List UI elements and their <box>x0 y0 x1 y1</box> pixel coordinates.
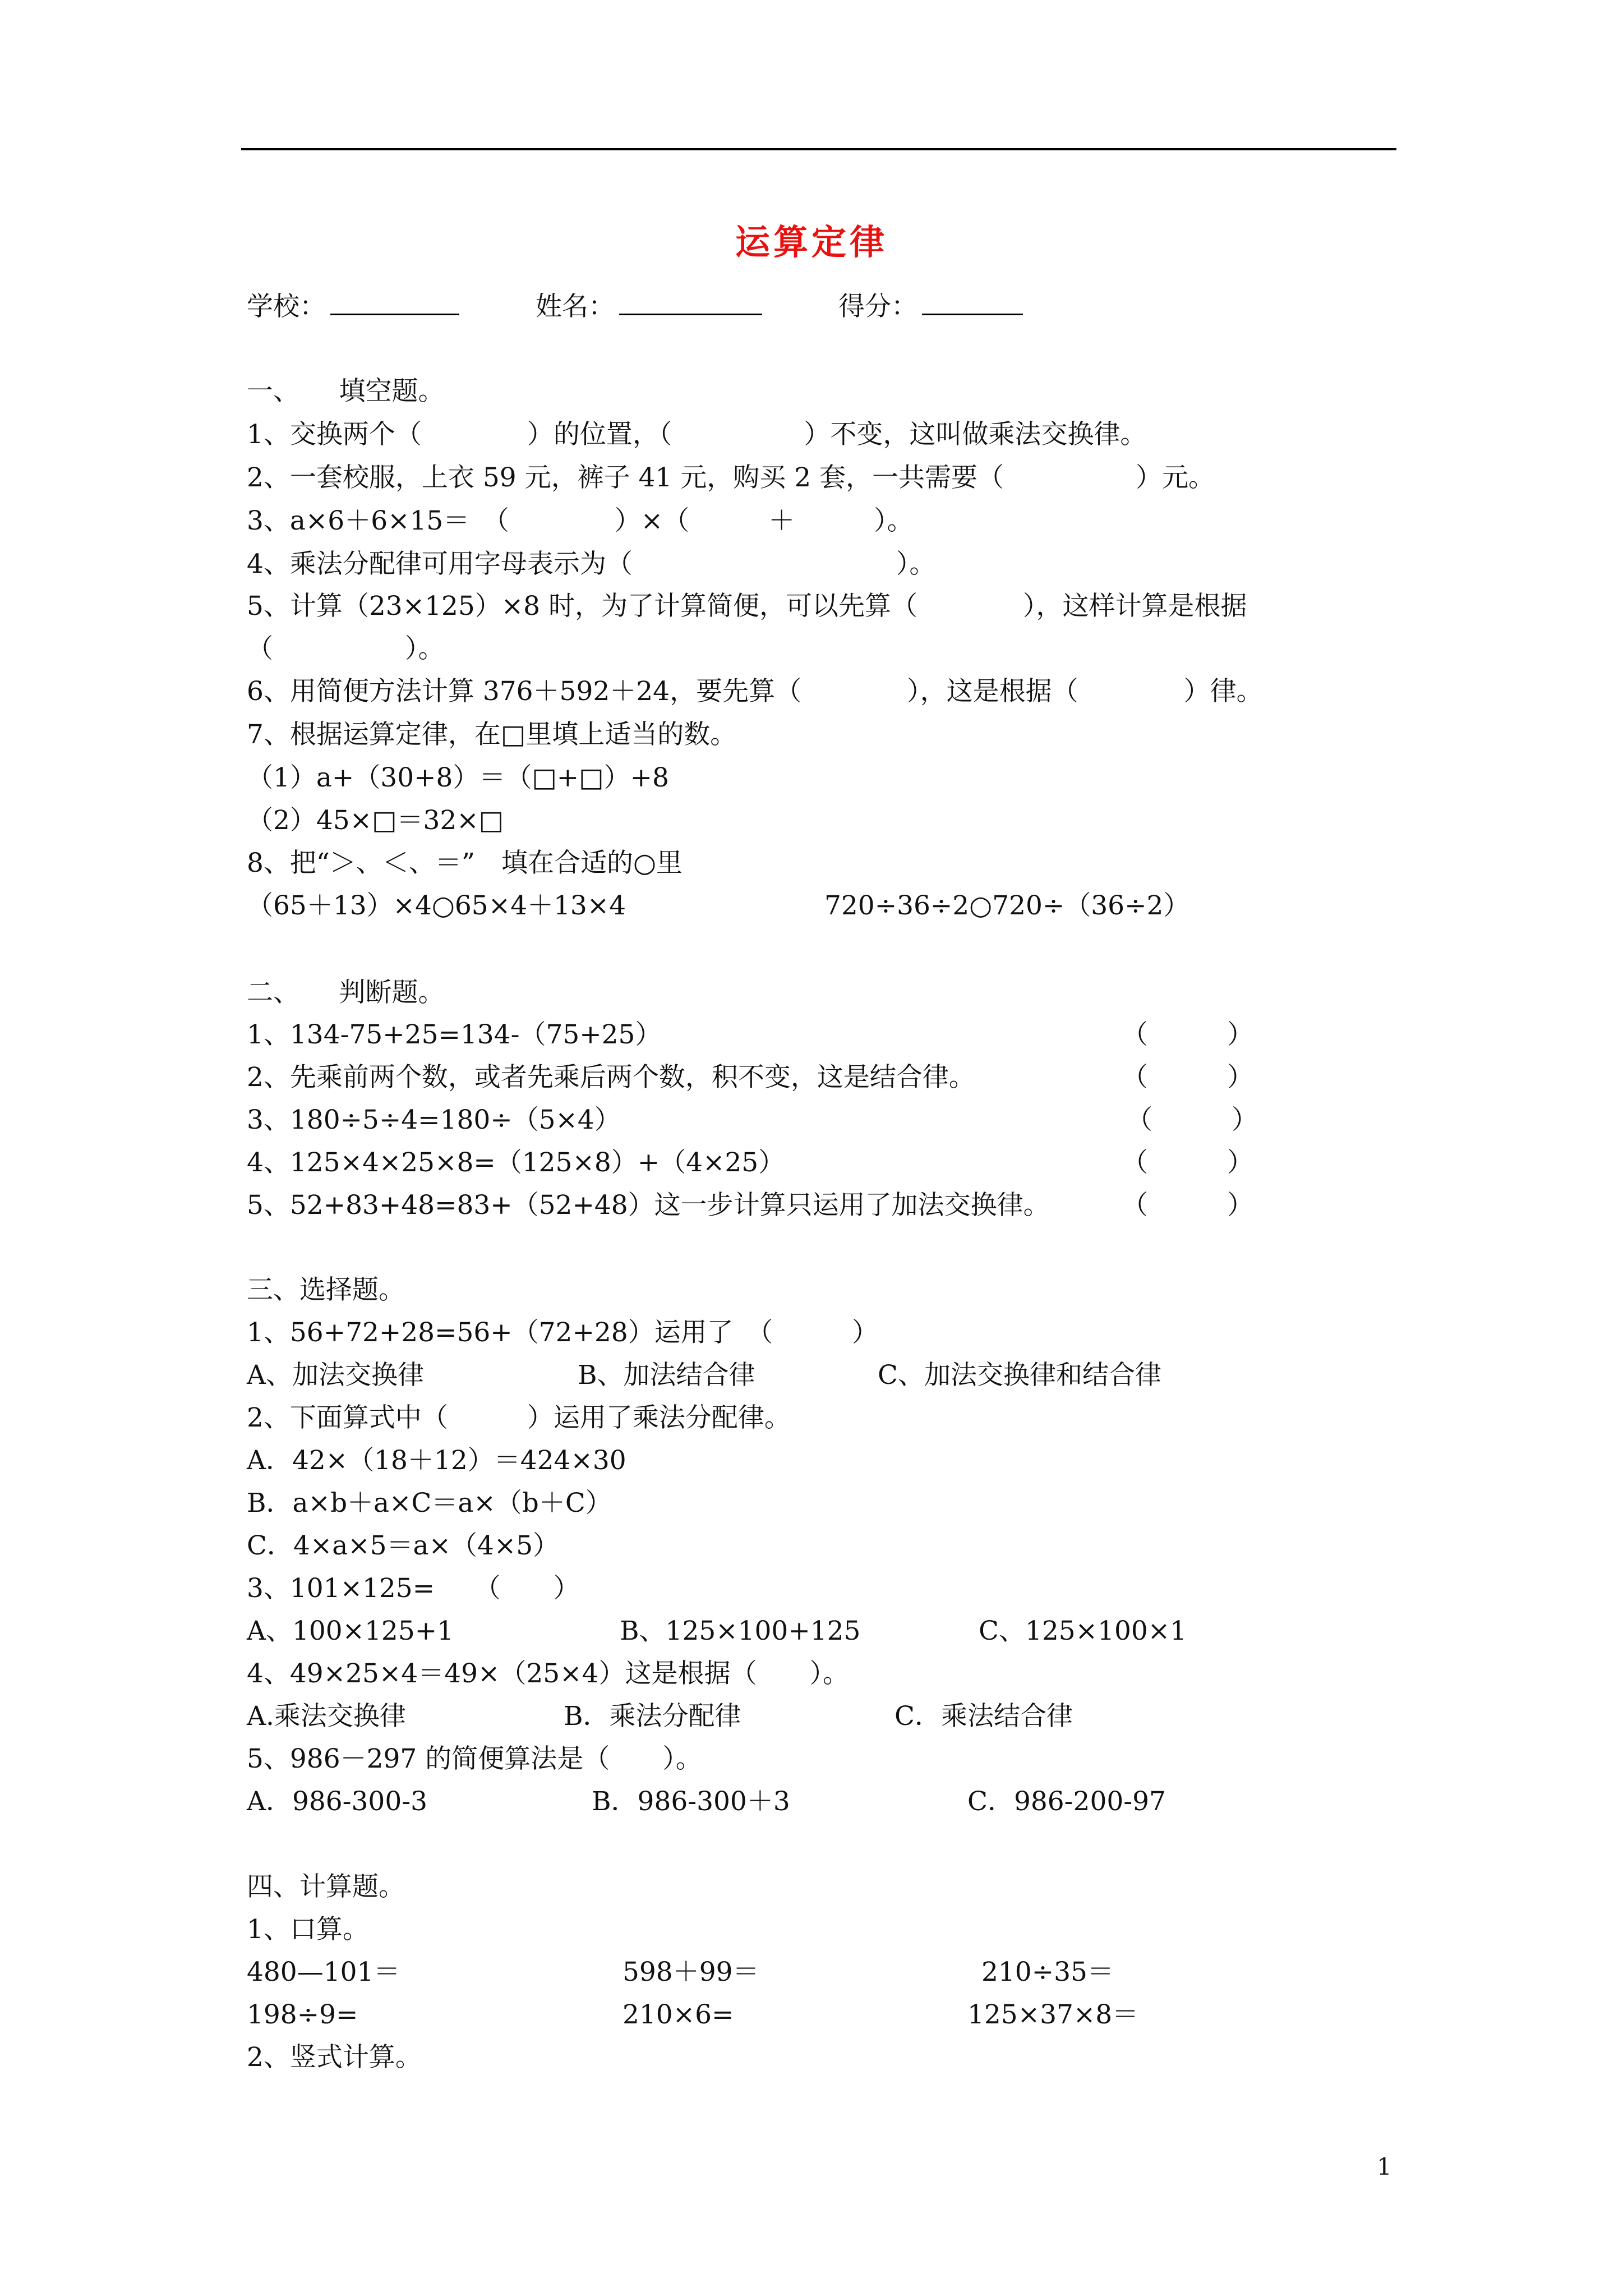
score-blank[interactable] <box>922 289 1023 315</box>
calc-subheading: 2、竖式计算。 <box>247 2042 422 2073</box>
school-field <box>247 289 459 324</box>
choice-option: B．986-300＋3 <box>592 1786 790 1817</box>
top-rule <box>241 148 1396 150</box>
school-blank[interactable] <box>330 289 459 315</box>
calc-item: 210×6= <box>623 1999 734 2030</box>
choice-question: 5、986－297 的简便算法是（ ）。 <box>247 1743 702 1774</box>
choice-question: 1、56+72+28=56+（72+28）运用了 （ ） <box>247 1317 879 1348</box>
choice-question: 4、49×25×4＝49×（25×4）这是根据（ ）。 <box>247 1658 849 1689</box>
choice-option: B．a×b＋a×C＝a×（b＋C） <box>247 1488 612 1519</box>
s1-question: 2、一套校服，上衣 59 元，裤子 41 元，购买 2 套，一共需要（ ）元。 <box>247 462 1215 493</box>
judge-item: 1、134-75+25=134-（75+25） <box>247 1019 662 1050</box>
choice-option: C．乘法结合律 <box>895 1701 1073 1732</box>
score-label: 得分： <box>838 291 917 322</box>
s1-subquestion: （1）a+（30+8）＝（□+□）+8 <box>247 762 669 793</box>
choice-option: B、125×100+125 <box>620 1616 861 1646</box>
judge-item: 5、52+83+48=83+（52+48）这一步计算只运用了加法交换律。 <box>247 1190 1050 1221</box>
s1-question: 3、a×6＋6×15＝ （ ）×（ ＋ ）。 <box>247 505 914 536</box>
s1-question: 5、计算（23×125）×8 时，为了计算简便，可以先算（ ），这样计算是根据 <box>247 591 1247 622</box>
name-field <box>536 289 762 324</box>
section2-heading: 二、 判断题。 <box>247 977 445 1008</box>
calc-item: 210÷35＝ <box>981 1957 1114 1987</box>
calc-item: 198÷9= <box>247 1999 358 2030</box>
choice-question: 3、101×125= （ ） <box>247 1573 580 1604</box>
judge-answer-bracket[interactable]: （ ） <box>1126 1105 1258 1135</box>
section4-heading: 四、计算题。 <box>247 1871 405 1902</box>
section3-heading: 三、选择题。 <box>247 1274 405 1305</box>
choice-option: C．986-200-97 <box>967 1786 1166 1817</box>
section1-heading: 一、 填空题。 <box>247 376 445 407</box>
choice-option: C、125×100×1 <box>979 1616 1187 1646</box>
calc-item: 598＋99＝ <box>623 1957 759 1987</box>
s1-question: 1、交换两个（ ）的位置，（ ）不变，这叫做乘法交换律。 <box>247 419 1147 450</box>
s1-question: 4、乘法分配律可用字母表示为（ ）。 <box>247 549 936 579</box>
s1-compare-left: （65＋13）×4○65×4＋13×4 <box>247 890 626 921</box>
choice-question: 2、下面算式中（ ）运用了乘法分配律。 <box>247 1402 791 1433</box>
page-number: 1 <box>1377 2153 1392 2180</box>
choice-option: A．986-300-3 <box>247 1786 428 1817</box>
calc-item: 480—101＝ <box>247 1957 400 1987</box>
choice-option: C．4×a×5＝a×（4×5） <box>247 1530 560 1561</box>
s1-question-cont: （ ）。 <box>247 633 445 664</box>
s1-compare-right: 720÷36÷2○720÷（36÷2） <box>824 890 1190 921</box>
school-label: 学校： <box>247 291 326 322</box>
choice-option: B、加法结合律 <box>578 1360 755 1391</box>
name-label: 姓名： <box>536 291 615 322</box>
calc-subheading: 1、口算。 <box>247 1914 369 1945</box>
judge-answer-bracket[interactable]: （ ） <box>1122 1019 1253 1050</box>
s1-question: 6、用简便方法计算 376＋592＋24，要先算（ ），这是根据（ ）律。 <box>247 676 1263 707</box>
s1-question: 8、把“＞、＜、＝” 填在合适的○里 <box>247 848 683 878</box>
judge-item: 2、先乘前两个数，或者先乘后两个数，积不变，这是结合律。 <box>247 1062 975 1093</box>
judge-item: 3、180÷5÷4=180÷（5×4） <box>247 1105 621 1135</box>
s1-question: 7、根据运算定律，在□里填上适当的数。 <box>247 719 737 750</box>
choice-option: B．乘法分配律 <box>564 1701 741 1732</box>
page-title: 运算定律 <box>735 222 888 263</box>
name-blank[interactable] <box>619 289 762 315</box>
choice-option: C、加法交换律和结合律 <box>878 1360 1161 1391</box>
judge-item: 4、125×4×25×8=（125×8）+（4×25） <box>247 1147 785 1178</box>
judge-answer-bracket[interactable]: （ ） <box>1122 1062 1253 1093</box>
judge-answer-bracket[interactable]: （ ） <box>1122 1190 1253 1221</box>
choice-option: A.乘法交换律 <box>247 1701 406 1732</box>
calc-item: 125×37×8＝ <box>967 1999 1139 2030</box>
s1-subquestion: （2）45×□＝32×□ <box>247 805 504 836</box>
score-field <box>838 289 1023 324</box>
choice-option: A．42×（18＋12）＝424×30 <box>247 1445 626 1476</box>
judge-answer-bracket[interactable]: （ ） <box>1122 1147 1253 1178</box>
choice-option: A、100×125+1 <box>247 1616 454 1646</box>
choice-option: A、加法交换律 <box>247 1360 424 1391</box>
